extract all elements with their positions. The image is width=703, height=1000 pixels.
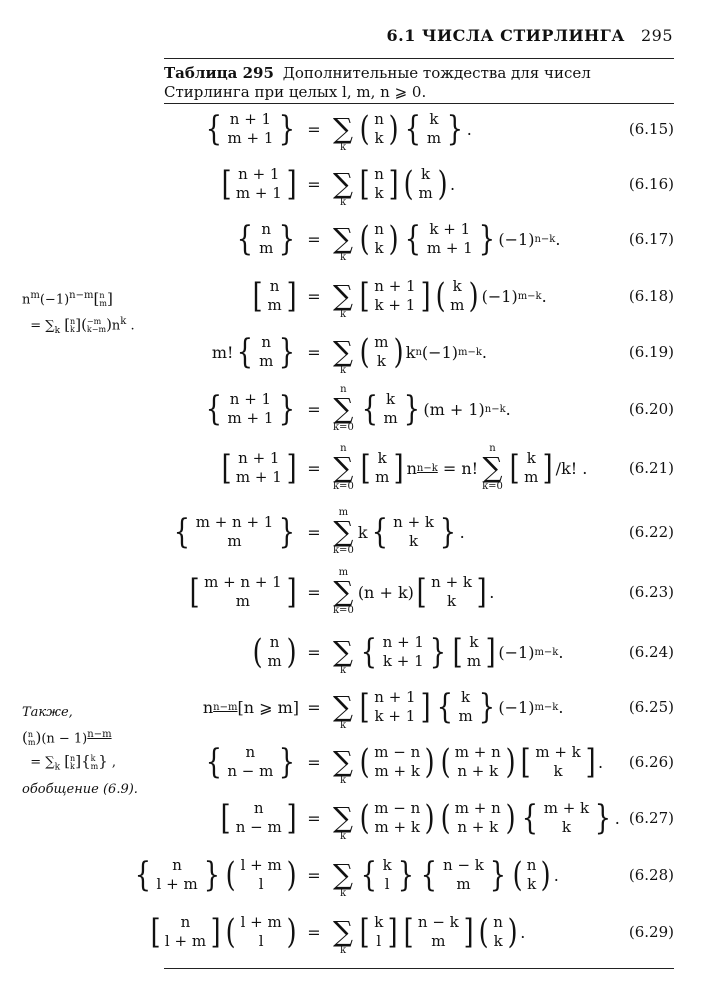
- equation-row: [150, 908, 674, 956]
- equation-formula: [164, 385, 614, 433]
- equation-rhs: ∑ k ( m − n m + k ) ( m + n n + k ) [ m + k k ] .: [333, 742, 604, 786]
- equation-formula: [164, 215, 614, 263]
- caption-text: Дополнительные тождества для чисел Стирлинга при целых l, m, n ⩾ 0.: [164, 64, 591, 101]
- caption-label: Таблица 295: [164, 64, 274, 82]
- margin-note-2-line2: ( n m )$(n - 1)^{n-m}$: [22, 728, 112, 747]
- equation-formula: [164, 794, 620, 842]
- equation-lhs: { n + 1 m + 1 }: [205, 109, 296, 149]
- running-header: [387, 26, 674, 45]
- equals-sign: =: [307, 865, 321, 885]
- equation-lhs: [ m + n + 1 m ]: [189, 572, 297, 612]
- table-top-rule: [164, 58, 674, 59]
- equation-row: [164, 215, 674, 263]
- equation-formula: [134, 851, 614, 899]
- equation-number: (6.25): [628, 698, 674, 716]
- equation-lhs: n n−m [n ⩾ m]: [202, 697, 299, 717]
- equation-lhs: { n n − m }: [205, 742, 296, 782]
- page-number: 295: [640, 26, 673, 45]
- equals-sign: =: [307, 458, 321, 478]
- margin-note-2-line3: = $\sum_k$ [ n k ]{ k m } ,: [22, 752, 117, 773]
- equation-lhs: { n + 1 m + 1 }: [205, 389, 296, 429]
- equation-formula: [164, 444, 614, 492]
- margin-note-1: [22, 285, 162, 342]
- equation-formula: [164, 328, 614, 376]
- equation-rhs: m ∑ k=0 k { n + k k } .: [333, 507, 465, 556]
- equals-sign: =: [307, 286, 321, 306]
- equation-rhs: n ∑ k=0 { k m } (m + 1) n−k .: [333, 384, 511, 433]
- equals-sign: =: [307, 582, 321, 602]
- equation-row: [164, 444, 674, 492]
- equation-formula: [150, 908, 614, 956]
- equation-number: (6.27): [628, 809, 674, 827]
- equation-number: (6.17): [628, 230, 674, 248]
- equals-sign: =: [307, 119, 321, 139]
- equals-sign: =: [307, 752, 321, 772]
- equation-formula: [164, 272, 614, 320]
- equation-row: [164, 683, 674, 731]
- equation-rhs: ∑ k [ n + 1 k + 1 ] ( k m ) (−1) m−k .: [333, 276, 547, 320]
- equation-lhs: [ n + 1 m + 1 ]: [221, 164, 297, 204]
- equation-lhs: [ n + 1 m + 1 ]: [221, 448, 297, 488]
- margin-note-1-line2: = $\sum_k$ [ n k ]( −m k−m )$n^k$ .: [22, 315, 135, 337]
- equation-formula: [164, 160, 614, 208]
- equation-number: (6.16): [628, 175, 674, 193]
- equation-row: [164, 508, 674, 556]
- equation-row: [164, 328, 674, 376]
- equation-number: (6.23): [628, 583, 674, 601]
- equation-number: (6.29): [628, 923, 674, 941]
- equals-sign: =: [307, 522, 321, 542]
- equals-sign: =: [307, 229, 321, 249]
- equation-number: (6.15): [628, 120, 674, 138]
- equals-sign: =: [307, 922, 321, 942]
- equals-sign: =: [307, 399, 321, 419]
- equals-sign: =: [307, 174, 321, 194]
- header-title: 6.1 ЧИСЛА СТИРЛИНГА: [386, 26, 625, 45]
- equation-number: (6.28): [628, 866, 674, 884]
- equation-number: (6.19): [628, 343, 674, 361]
- margin-note-2-line4: обобщение (6.9).: [22, 781, 138, 797]
- equation-lhs: [ n l + m ] ( l + m l ): [150, 912, 297, 952]
- equation-rhs: ∑ k ( m k ) k n (−1) m−k .: [333, 332, 488, 376]
- equation-row: [164, 628, 674, 676]
- equation-formula: [164, 508, 614, 556]
- equation-number: (6.26): [628, 753, 674, 771]
- equation-row: [164, 385, 674, 433]
- equation-rhs: ∑ k [ n k ] ( k m ) .: [333, 164, 456, 208]
- equation-rhs: ∑ k { k l } { n − k m } ( n k ) .: [333, 855, 559, 899]
- equation-formula: [164, 738, 614, 786]
- equation-number: (6.20): [628, 400, 674, 418]
- equals-sign: =: [307, 808, 321, 828]
- equation-row: [164, 105, 674, 153]
- table-bottom-rule: [164, 968, 674, 969]
- equals-sign: =: [307, 642, 321, 662]
- equation-rhs: ∑ k [ n + 1 k + 1 ] { k m } (−1) m−k .: [333, 687, 564, 731]
- margin-note-2-line1: Также,: [22, 705, 73, 720]
- equation-lhs: { n m }: [237, 219, 296, 259]
- equation-number: (6.21): [628, 459, 674, 477]
- equation-formula: [164, 105, 614, 153]
- equation-rhs: ∑ k [ k l ] [ n − k m ] ( n k ) .: [333, 912, 526, 956]
- equation-row: [164, 272, 674, 320]
- equation-number: (6.22): [628, 523, 674, 541]
- equation-row: [164, 794, 674, 842]
- equation-formula: [164, 568, 614, 616]
- equation-formula: [164, 628, 614, 676]
- equation-row: [134, 851, 674, 899]
- equation-rhs: ∑ k ( n k ) { k + 1 m + 1 } (−1) n−k .: [333, 219, 561, 263]
- equation-number: (6.24): [628, 643, 674, 661]
- equation-rhs: ∑ k ( n k ) { k m } .: [333, 109, 472, 153]
- equation-lhs: { n l + m } ( l + m l ): [134, 855, 297, 895]
- equals-sign: =: [307, 697, 321, 717]
- caption-rule: [164, 103, 674, 104]
- equation-lhs: [ n n − m ]: [221, 798, 297, 838]
- margin-note-2: [22, 702, 162, 801]
- equation-row: [164, 160, 674, 208]
- equation-rhs: m ∑ k=0 (n + k) [ n + k k ] .: [333, 567, 495, 616]
- table-caption: [164, 64, 674, 102]
- equation-lhs: [ n m ]: [252, 276, 297, 316]
- equation-formula: [164, 683, 614, 731]
- equation-lhs: ( n m ): [252, 632, 297, 672]
- equation-row: [164, 738, 674, 786]
- equation-rhs: ∑ k ( m − n m + k ) ( m + n n + k ) { m + k k } .: [333, 798, 620, 842]
- equation-lhs: m! { n m }: [211, 332, 296, 372]
- equation-row: [164, 568, 674, 616]
- equation-rhs: ∑ k { n + 1 k + 1 } [ k m ] (−1) m−k .: [333, 632, 564, 676]
- equation-rhs: n ∑ k=0 [ k m ] n n−k = n! n ∑ k=0 [ k m ] /k! .: [333, 443, 588, 492]
- equation-lhs: { m + n + 1 m }: [173, 512, 296, 552]
- margin-note-1-line1: $n^m(-1)^{n-m}$[ n m ]: [22, 289, 113, 308]
- equals-sign: =: [307, 342, 321, 362]
- equation-number: (6.18): [628, 287, 674, 305]
